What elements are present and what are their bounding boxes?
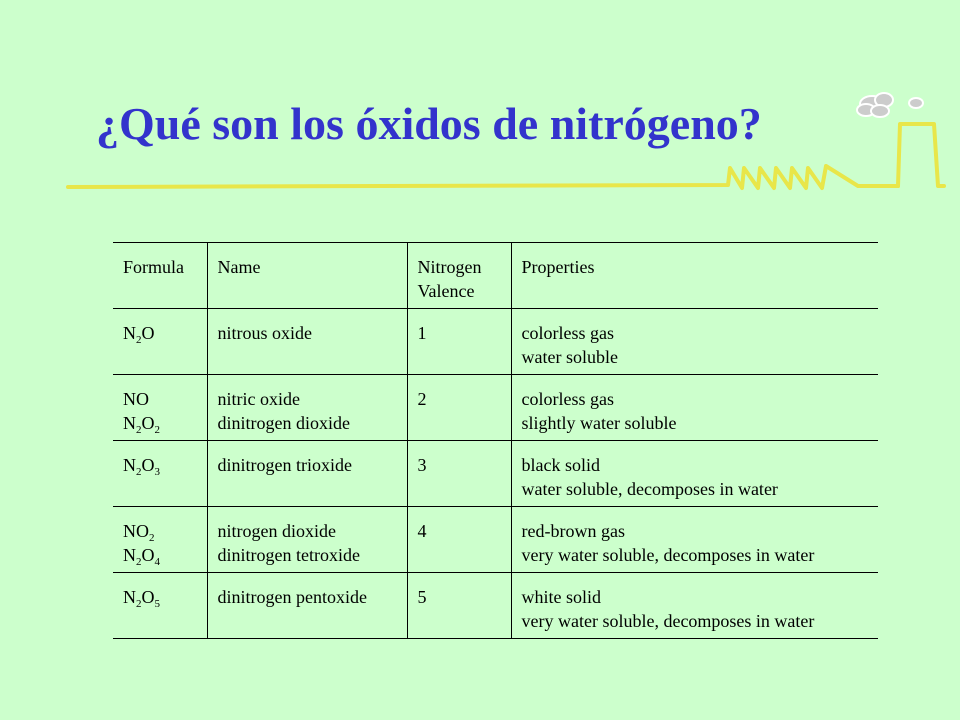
property-line: white solid [521,587,601,607]
properties-cell [511,375,878,441]
smoke-cloud-icon [857,93,893,117]
nitrogen-oxides-table [113,242,878,639]
table-row [113,441,878,507]
name-cell [207,375,407,441]
formula-cell [113,507,207,573]
property-line: colorless gas [521,389,614,409]
name-cell [207,309,407,375]
valence-cell: 5 [407,573,511,639]
compound-name: dinitrogen pentoxide [217,587,367,607]
property-line: water soluble [521,347,618,367]
formula-cell [113,375,207,441]
compound-name: nitrogen dioxide [217,521,336,541]
table-row [113,375,878,441]
zigzag-line [68,166,898,188]
formula: $N_2O_5$ [123,587,160,610]
property-line: very water soluble, decomposes in water [521,545,815,565]
header-valence-line-2: Valence [417,281,475,301]
compound-name: dinitrogen tetroxide [217,545,360,565]
table-row [113,507,878,573]
table-header-row [113,243,878,309]
table-row [113,573,878,639]
formula-cell [113,441,207,507]
formula: $N_2O_4$ [123,545,160,568]
compound-name: dinitrogen trioxide [217,455,352,475]
table-row [113,309,878,375]
name-cell [207,573,407,639]
property-line: black solid [521,455,600,475]
smokestack-outline [898,124,944,186]
valence-cell: 1 [407,309,511,375]
properties-cell [511,507,878,573]
property-line: red-brown gas [521,521,625,541]
compound-name: nitric oxide [217,389,300,409]
smoke-puff-icon [909,98,923,108]
header-valence-line-1: Nitrogen [417,257,482,277]
properties-cell [511,309,878,375]
header-properties: Properties [511,243,878,309]
valence-cell: 3 [407,441,511,507]
name-cell [207,441,407,507]
formula: $N_2O_2$ [123,413,160,436]
compound-name: nitrous oxide [217,323,312,343]
compound-name: dinitrogen dioxide [217,413,350,433]
formula: $N_2O$ [123,323,155,346]
property-line: very water soluble, decomposes in water [521,611,815,631]
property-line: slightly water soluble [521,413,677,433]
header-name: Name [207,243,407,309]
header-formula: Formula [113,243,207,309]
valence-cell: 4 [407,507,511,573]
formula: NO [123,389,149,409]
property-line: water soluble, decomposes in water [521,479,778,499]
properties-cell [511,573,878,639]
valence-cell: 2 [407,375,511,441]
formula: $N_2O_3$ [123,455,160,478]
formula-cell [113,573,207,639]
formula: $NO_2$ [123,521,155,544]
name-cell [207,507,407,573]
slide-title: ¿Qué son los óxidos de nitrógeno? [96,98,762,149]
header-valence [407,243,511,309]
properties-cell [511,441,878,507]
property-line: colorless gas [521,323,614,343]
formula-cell [113,309,207,375]
